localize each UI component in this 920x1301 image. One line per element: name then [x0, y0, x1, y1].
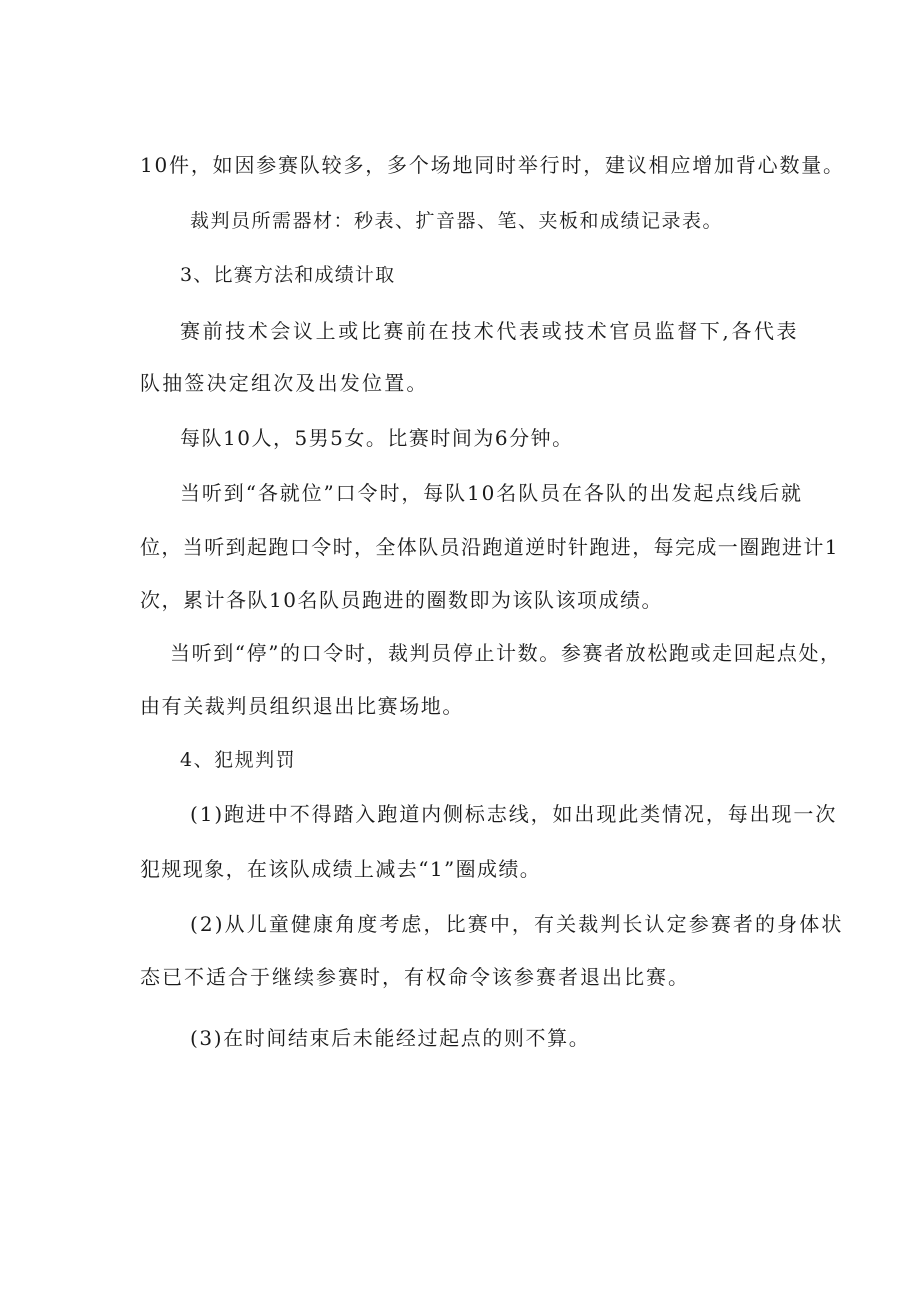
text-line: 10件，如因参赛队较多，多个场地同时举行时，建议相应增加背心数量。 [140, 153, 845, 177]
text-line: 当听到“各就位”口令时，每队10名队员在各队的出发起点线后就 [180, 481, 803, 505]
text-line: (2)从儿童健康角度考虑，比赛中，有关裁判长认定参赛者的身体状 [190, 912, 844, 936]
text-line: 裁判员所需器材：秒表、扩音器、笔、夹板和成绩记录表。 [190, 210, 724, 232]
text-line: 当听到“停”的口令时，裁判员停止计数。参赛者放松跑或走回起点处， [170, 641, 842, 665]
section-heading: 3、比赛方法和成绩计取 [180, 264, 396, 286]
text-line: 位，当听到起跑口令时，全体队员沿跑道逆时针跑进，每完成一圈跑进计1 [140, 535, 839, 559]
section-heading: 4、犯规判罚 [180, 749, 297, 771]
text-line: 犯规现象，在该队成绩上减去“1”圈成绩。 [140, 857, 542, 881]
text-line: 赛前技术会议上或比赛前在技术代表或技术官员监督下,各代表 [180, 319, 800, 343]
text-line: 次，累计各队10名队员跑进的圈数即为该队该项成绩。 [140, 588, 663, 612]
text-line: (3)在时间结束后未能经过起点的则不算。 [190, 1026, 591, 1050]
text-line: 态已不适合于继续参赛时，有权命令该参赛者退出比赛。 [140, 965, 690, 989]
text-line: 每队10人，5男5女。比赛时间为6分钟。 [180, 426, 574, 450]
text-line: (1)跑进中不得踏入跑道内侧标志线，如出现此类情况，每出现一次 [190, 802, 838, 826]
text-line: 队抽签决定组次及出发位置。 [140, 371, 429, 395]
text-line: 由有关裁判员组织退出比赛场地。 [140, 694, 464, 718]
